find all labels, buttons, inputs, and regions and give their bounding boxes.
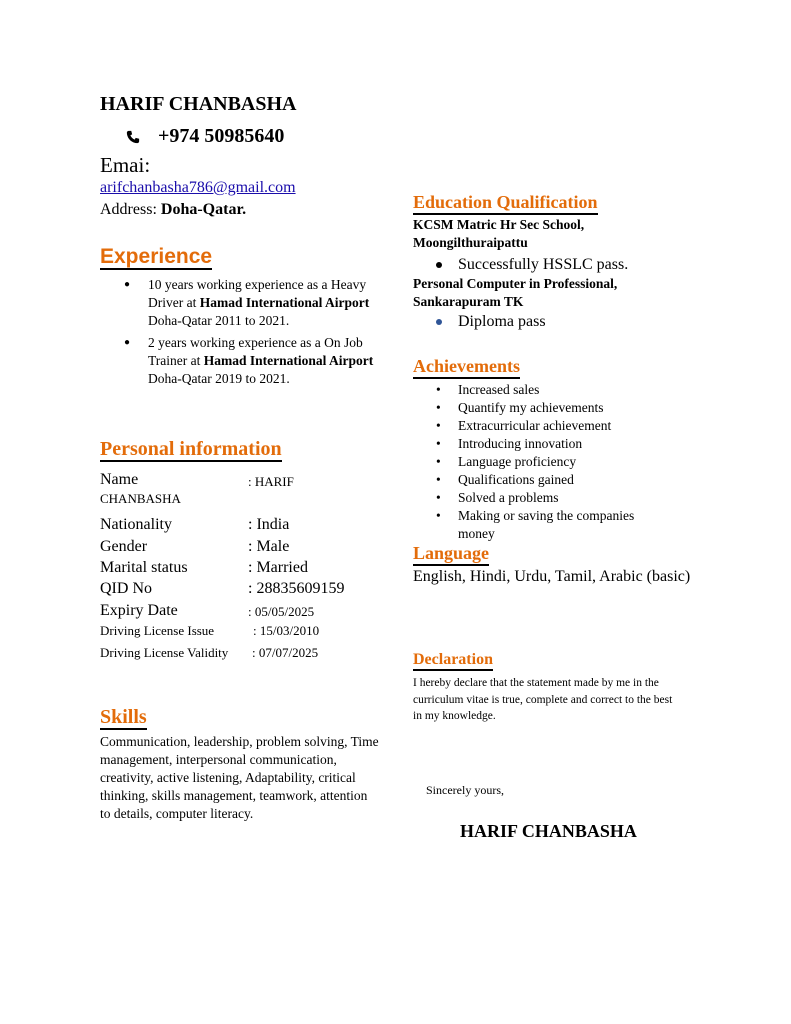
info-row: Gender : Male xyxy=(100,538,290,555)
info-row: Nationality : India xyxy=(100,516,290,533)
list-item: • Quantify my achievements xyxy=(434,399,674,417)
list-item: • Introducing innovation xyxy=(434,435,674,453)
education-result: Diploma pass xyxy=(436,313,546,331)
list-item: • Making or saving the companies money xyxy=(434,507,674,543)
declaration-text: I hereby declare that the statement made by me in the curriculum vitae is true, complete and correct to the best in my knowledge. xyxy=(413,677,673,722)
email-label: Emai: xyxy=(100,153,151,177)
list-item: • Language proficiency xyxy=(434,453,674,471)
education-school: KCSM Matric Hr Sec School, Moongilthuraipattu xyxy=(413,217,585,250)
experience-item: ● 10 years working experience as a Heavy Driver at Hamad International Airport Doha-Qatar 2011 to 2021. xyxy=(124,276,374,330)
address-label: Address: xyxy=(100,201,157,218)
achievements-list xyxy=(434,381,674,543)
signature-name: HARIF CHANBASHA xyxy=(460,821,637,841)
info-row: Driving License Validity : 07/07/2025 xyxy=(100,645,319,660)
info-row: Expiry Date : 05/05/2025 xyxy=(100,602,315,619)
info-row: QID No : 28835609159 xyxy=(100,580,345,597)
phone-icon xyxy=(126,130,140,144)
bullet-icon xyxy=(436,319,442,325)
info-row-name xyxy=(100,471,294,490)
experience-item: ● 2 years working experience as a On Job Trainer at Hamad International Airport Doha-Qatar 2019 to 2021. xyxy=(124,334,374,388)
declaration-heading: Declaration xyxy=(413,651,493,671)
list-item: • Solved a problems xyxy=(434,489,674,507)
list-item: • Qualifications gained xyxy=(434,471,674,489)
skills-heading: Skills xyxy=(100,706,147,728)
info-row: Marital status : Married xyxy=(100,559,308,576)
email-link[interactable]: arifchanbasha786@gmail.com xyxy=(100,179,296,196)
education-heading: Education Qualification xyxy=(413,193,598,215)
list-item: • Extracurricular achievement xyxy=(434,417,674,435)
phone-line xyxy=(126,125,284,148)
personal-info-heading: Personal information xyxy=(100,438,282,460)
achievements-heading: Achievements xyxy=(413,357,520,379)
info-label: Name xyxy=(100,471,139,488)
list-item: • Increased sales xyxy=(434,381,674,399)
education-result: Successfully HSSLC pass. xyxy=(436,256,628,274)
resume-name: HARIF CHANBASHA xyxy=(100,93,297,115)
phone-number: +974 50985640 xyxy=(158,125,285,147)
info-name-continued: CHANBASHA xyxy=(100,491,181,506)
experience-list xyxy=(124,276,374,392)
info-value: : HARIF xyxy=(248,474,294,489)
language-text: English, Hindi, Urdu, Tamil, Arabic (basic) xyxy=(413,568,691,585)
education-school: Personal Computer in Professional, Sankarapuram TK xyxy=(413,276,618,309)
language-heading: Language xyxy=(413,544,489,566)
address-value: Doha-Qatar. xyxy=(160,201,247,218)
experience-heading: Experience xyxy=(100,245,212,270)
closing-text: Sincerely yours, xyxy=(426,783,504,797)
address-line xyxy=(100,201,246,219)
bullet-icon xyxy=(436,262,442,268)
info-row: Driving License Issue : 15/03/2010 xyxy=(100,623,320,638)
skills-text: Communication, leadership, problem solving, Time management, interpersonal communication, creativity, active listening, Adaptability, critical thinking, skills management, teamwork, attention to details, computer literacy. xyxy=(100,734,379,821)
